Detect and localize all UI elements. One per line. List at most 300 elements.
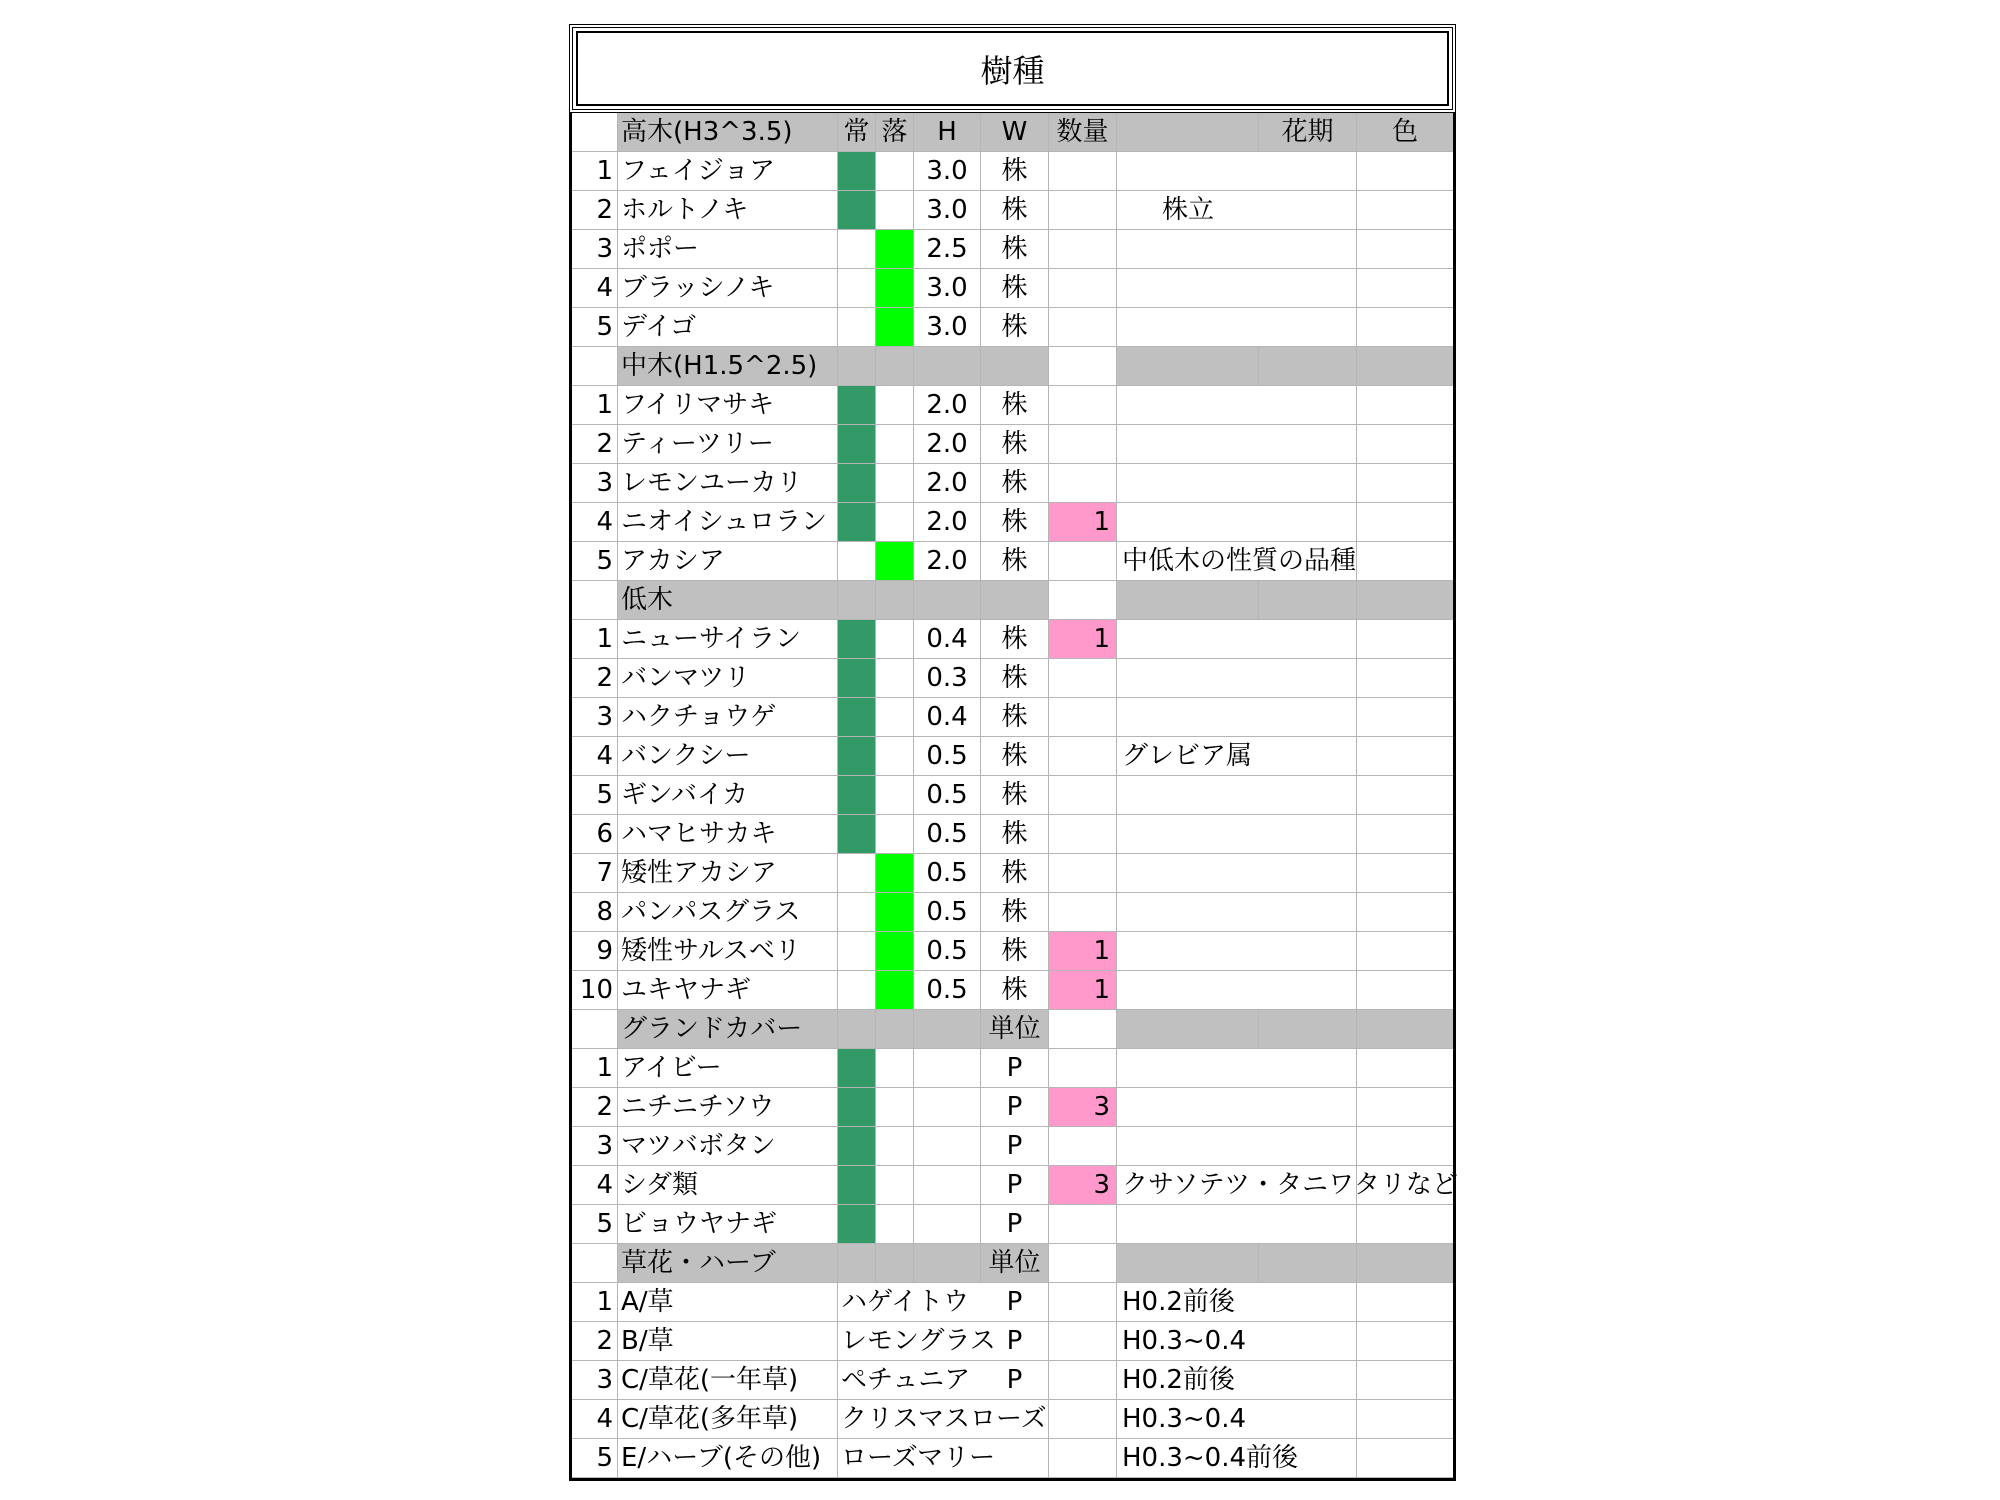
quantity-value xyxy=(1049,815,1117,853)
quantity-header xyxy=(1049,347,1117,385)
height-value xyxy=(914,1088,981,1126)
evergreen-marker xyxy=(838,1088,876,1126)
deciduous-marker xyxy=(876,815,914,853)
table-row xyxy=(572,230,1453,269)
plant-category: B/草 xyxy=(618,1322,838,1360)
color-header: 色 xyxy=(1357,113,1453,151)
evergreen-marker xyxy=(838,308,876,346)
flower-period xyxy=(1259,1361,1357,1399)
evergreen-marker xyxy=(838,932,876,970)
unit-value: 株 xyxy=(981,191,1049,229)
table-row xyxy=(572,893,1453,932)
note-text xyxy=(1117,1088,1259,1126)
unit-value: 株 xyxy=(981,386,1049,424)
height-value: 3.0 xyxy=(914,191,981,229)
quantity-value: 1 xyxy=(1049,620,1117,658)
color-value xyxy=(1357,1439,1453,1477)
section-label: 低木 xyxy=(618,581,838,619)
deciduous-marker xyxy=(876,1166,914,1204)
height-value: 0.5 xyxy=(914,932,981,970)
evergreen-marker xyxy=(838,659,876,697)
deciduous-marker xyxy=(876,698,914,736)
deciduous-marker xyxy=(876,1205,914,1243)
height-value: 2.0 xyxy=(914,464,981,502)
plant-name: ギンバイカ xyxy=(618,776,838,814)
quantity-value xyxy=(1049,1205,1117,1243)
flower-period xyxy=(1259,932,1357,970)
color-value xyxy=(1357,932,1453,970)
flower-period xyxy=(1259,815,1357,853)
height-value: 0.5 xyxy=(914,737,981,775)
table-row xyxy=(572,1322,1453,1361)
row-number: 2 xyxy=(572,1088,618,1126)
plant-name: デイゴ xyxy=(618,308,838,346)
unit-value: 株 xyxy=(981,698,1049,736)
color-value xyxy=(1357,152,1453,190)
evergreen-marker xyxy=(838,1205,876,1243)
deciduous-marker xyxy=(876,503,914,541)
plant-name: ビョウヤナギ xyxy=(618,1205,838,1243)
note-text: H0.2前後 xyxy=(1122,1365,1235,1395)
plant-name: ユキヤナギ xyxy=(618,971,838,1009)
quantity-value xyxy=(1049,737,1117,775)
height-header: H xyxy=(914,113,981,151)
unit-value: P xyxy=(981,1322,1049,1360)
unit-value: P xyxy=(981,1049,1049,1087)
unit-value: 株 xyxy=(981,776,1049,814)
deciduous-marker xyxy=(876,971,914,1009)
evergreen-marker xyxy=(838,386,876,424)
unit-value: 株 xyxy=(981,503,1049,541)
flower-period xyxy=(1259,464,1357,502)
note-text xyxy=(1117,1049,1259,1087)
plant-name: 矮性サルスベリ xyxy=(618,932,838,970)
flower-period-header xyxy=(1259,347,1357,385)
unit-value: P xyxy=(981,1088,1049,1126)
unit-value: 株 xyxy=(981,542,1049,580)
unit-value: 株 xyxy=(981,932,1049,970)
evergreen-marker xyxy=(838,425,876,463)
plant-list-sheet xyxy=(569,24,1456,1481)
deciduous-marker xyxy=(876,659,914,697)
height-value: 2.0 xyxy=(914,542,981,580)
flower-period xyxy=(1259,191,1357,229)
row-number: 4 xyxy=(572,1166,618,1204)
deciduous-marker xyxy=(876,620,914,658)
note-text xyxy=(1117,152,1259,190)
unit-value: 株 xyxy=(981,425,1049,463)
plant-name: ニチニチソウ xyxy=(618,1088,838,1126)
row-number: 5 xyxy=(572,1205,618,1243)
color-value xyxy=(1357,542,1453,580)
evergreen-marker xyxy=(838,269,876,307)
color-value xyxy=(1357,386,1453,424)
evergreen-marker xyxy=(838,815,876,853)
plant-name: ニオイシュロラン xyxy=(618,503,838,541)
flower-period xyxy=(1259,503,1357,541)
evergreen-marker xyxy=(838,1127,876,1165)
flower-period xyxy=(1259,308,1357,346)
color-value xyxy=(1357,269,1453,307)
row-number: 4 xyxy=(572,1400,618,1438)
row-number-cell xyxy=(572,1244,618,1282)
quantity-value: 1 xyxy=(1049,971,1117,1009)
evergreen-marker xyxy=(838,464,876,502)
flower-period xyxy=(1259,620,1357,658)
table-row xyxy=(572,1088,1453,1127)
color-value xyxy=(1357,1205,1453,1243)
height-value xyxy=(914,1166,981,1204)
flower-period xyxy=(1259,893,1357,931)
quantity-value xyxy=(1049,464,1117,502)
row-number: 1 xyxy=(572,620,618,658)
row-number: 5 xyxy=(572,1439,618,1477)
row-number: 1 xyxy=(572,1283,618,1321)
height-value xyxy=(914,1205,981,1243)
color-header xyxy=(1357,581,1453,619)
quantity-value xyxy=(1049,893,1117,931)
color-value xyxy=(1357,503,1453,541)
row-number: 5 xyxy=(572,308,618,346)
quantity-value xyxy=(1049,1361,1117,1399)
flower-period xyxy=(1259,854,1357,892)
plant-name: ポポー xyxy=(618,230,838,268)
note-text: H0.2前後 xyxy=(1122,1287,1235,1317)
flower-period xyxy=(1259,1166,1357,1204)
flower-period-header: 花期 xyxy=(1259,113,1357,151)
note-text xyxy=(1117,308,1259,346)
color-value xyxy=(1357,308,1453,346)
height-header xyxy=(914,581,981,619)
plant-name: ティーツリー xyxy=(618,425,838,463)
deciduous-marker xyxy=(876,893,914,931)
table-row xyxy=(572,1205,1453,1244)
unit-value: P xyxy=(981,1127,1049,1165)
plant-name: フェイジョア xyxy=(618,152,838,190)
deciduous-marker xyxy=(876,1088,914,1126)
color-value xyxy=(1357,191,1453,229)
evergreen-marker xyxy=(838,893,876,931)
color-value xyxy=(1357,893,1453,931)
height-value xyxy=(914,1127,981,1165)
color-value xyxy=(1357,971,1453,1009)
section-header-row xyxy=(572,1244,1453,1283)
note-text xyxy=(1117,854,1259,892)
flower-period xyxy=(1259,1127,1357,1165)
height-value: 2.0 xyxy=(914,503,981,541)
deciduous-marker xyxy=(876,308,914,346)
note-text xyxy=(1117,1127,1259,1165)
evergreen-marker xyxy=(838,698,876,736)
note-text xyxy=(1117,893,1259,931)
note-text xyxy=(1117,386,1259,424)
height-value: 0.5 xyxy=(914,854,981,892)
quantity-value: 3 xyxy=(1049,1166,1117,1204)
evergreen-marker xyxy=(838,503,876,541)
example-plant: クリスマスローズ xyxy=(841,1404,1047,1434)
row-number: 1 xyxy=(572,152,618,190)
flower-period xyxy=(1259,1049,1357,1087)
quantity-value xyxy=(1049,1127,1117,1165)
unit-value xyxy=(981,1400,1049,1438)
height-value: 0.4 xyxy=(914,620,981,658)
quantity-value xyxy=(1049,1283,1117,1321)
height-value: 0.5 xyxy=(914,815,981,853)
unit-value: 株 xyxy=(981,308,1049,346)
unit-value: 株 xyxy=(981,230,1049,268)
deciduous-marker xyxy=(876,269,914,307)
height-value: 2.0 xyxy=(914,425,981,463)
flower-period xyxy=(1259,1439,1357,1477)
evergreen-marker xyxy=(838,854,876,892)
color-value xyxy=(1357,854,1453,892)
table-row xyxy=(572,1049,1453,1088)
row-number: 9 xyxy=(572,932,618,970)
note-text xyxy=(1117,464,1259,502)
note-text xyxy=(1117,620,1259,658)
evergreen-marker xyxy=(838,1049,876,1087)
deciduous-header xyxy=(876,1244,914,1282)
evergreen-marker xyxy=(838,230,876,268)
height-header xyxy=(914,1010,981,1048)
unit-value: P xyxy=(981,1205,1049,1243)
row-number: 1 xyxy=(572,386,618,424)
color-value xyxy=(1357,1322,1453,1360)
flower-period xyxy=(1259,269,1357,307)
deciduous-header xyxy=(876,581,914,619)
deciduous-marker xyxy=(876,1049,914,1087)
color-value xyxy=(1357,464,1453,502)
color-value xyxy=(1357,737,1453,775)
evergreen-header: 常 xyxy=(838,113,876,151)
quantity-value xyxy=(1049,698,1117,736)
deciduous-marker xyxy=(876,776,914,814)
row-number: 8 xyxy=(572,893,618,931)
unit-header xyxy=(981,347,1049,385)
quantity-header xyxy=(1049,1244,1117,1282)
note-text: 株立 xyxy=(1161,195,1214,225)
note-text xyxy=(1117,971,1259,1009)
quantity-value xyxy=(1049,1439,1117,1477)
note-text xyxy=(1117,503,1259,541)
flower-period xyxy=(1259,152,1357,190)
note-text: グレビア属 xyxy=(1122,741,1253,771)
row-number: 7 xyxy=(572,854,618,892)
quantity-value xyxy=(1049,854,1117,892)
unit-value xyxy=(981,1439,1049,1477)
height-value: 0.5 xyxy=(914,893,981,931)
quantity-value xyxy=(1049,386,1117,424)
color-value xyxy=(1357,698,1453,736)
quantity-value xyxy=(1049,308,1117,346)
note-text xyxy=(1117,659,1259,697)
color-value xyxy=(1357,230,1453,268)
evergreen-header xyxy=(838,347,876,385)
width-header: W xyxy=(981,113,1049,151)
quantity-value xyxy=(1049,659,1117,697)
flower-period-header xyxy=(1259,581,1357,619)
height-value: 0.3 xyxy=(914,659,981,697)
plant-name: ニューサイラン xyxy=(618,620,838,658)
deciduous-marker xyxy=(876,932,914,970)
table-row xyxy=(572,815,1453,854)
quantity-value: 3 xyxy=(1049,1088,1117,1126)
section-label: 中木(H1.5^2.5) xyxy=(618,347,838,385)
plant-name: バンクシー xyxy=(618,737,838,775)
note-text: 中低木の性質の品種 xyxy=(1122,546,1357,576)
color-value xyxy=(1357,620,1453,658)
section-header-row xyxy=(572,1010,1453,1049)
row-number: 3 xyxy=(572,464,618,502)
evergreen-marker xyxy=(838,776,876,814)
unit-value: 株 xyxy=(981,854,1049,892)
flower-period xyxy=(1259,971,1357,1009)
plant-category: C/草花(一年草) xyxy=(618,1361,838,1399)
example-plant: ハゲイトウ xyxy=(841,1287,970,1317)
height-value: 0.4 xyxy=(914,698,981,736)
unit-value: P xyxy=(981,1361,1049,1399)
plant-name: パンパスグラス xyxy=(618,893,838,931)
plant-name: シダ類 xyxy=(618,1166,838,1204)
table-row xyxy=(572,152,1453,191)
color-value xyxy=(1357,1088,1453,1126)
plant-name: アイビー xyxy=(618,1049,838,1087)
color-header xyxy=(1357,1010,1453,1048)
note-header xyxy=(1117,581,1259,619)
unit-header: 単位 xyxy=(981,1244,1049,1282)
table-row xyxy=(572,269,1453,308)
section-header-row xyxy=(572,581,1453,620)
note-text xyxy=(1117,932,1259,970)
deciduous-marker xyxy=(876,1127,914,1165)
example-plant: ローズマリー xyxy=(841,1443,996,1473)
deciduous-marker xyxy=(876,152,914,190)
deciduous-marker xyxy=(876,386,914,424)
color-value xyxy=(1357,776,1453,814)
quantity-value: 1 xyxy=(1049,503,1117,541)
table-row xyxy=(572,1166,1458,1205)
color-value xyxy=(1357,1049,1453,1087)
table-row xyxy=(572,542,1453,581)
plant-name: ホルトノキ xyxy=(618,191,838,229)
quantity-value xyxy=(1049,1322,1117,1360)
row-number: 2 xyxy=(572,191,618,229)
flower-period xyxy=(1259,776,1357,814)
note-text xyxy=(1117,425,1259,463)
unit-value: 株 xyxy=(981,971,1049,1009)
plant-name: フイリマサキ xyxy=(618,386,838,424)
unit-value: 株 xyxy=(981,620,1049,658)
unit-value: P xyxy=(981,1166,1049,1204)
unit-value: 株 xyxy=(981,893,1049,931)
quantity-value xyxy=(1049,776,1117,814)
evergreen-header xyxy=(838,1010,876,1048)
quantity-value: 1 xyxy=(1049,932,1117,970)
deciduous-marker xyxy=(876,737,914,775)
plant-name: ブラッシノキ xyxy=(618,269,838,307)
flower-period xyxy=(1259,386,1357,424)
table-row xyxy=(572,932,1453,971)
note-text: クサソテツ・タニワタリなど xyxy=(1122,1170,1458,1200)
color-value xyxy=(1357,815,1453,853)
section-label: 草花・ハーブ xyxy=(618,1244,838,1282)
example-plant: ペチュニア xyxy=(841,1365,971,1395)
quantity-value xyxy=(1049,1400,1117,1438)
deciduous-header xyxy=(876,1010,914,1048)
flower-period xyxy=(1259,698,1357,736)
deciduous-marker xyxy=(876,425,914,463)
evergreen-marker xyxy=(838,542,876,580)
note-text xyxy=(1117,815,1259,853)
deciduous-marker xyxy=(876,230,914,268)
evergreen-marker xyxy=(838,152,876,190)
flower-period xyxy=(1259,1400,1357,1438)
note-header xyxy=(1117,1010,1259,1048)
table-row xyxy=(572,620,1453,659)
page-title: 樹種 xyxy=(980,51,1045,90)
quantity-value xyxy=(1049,152,1117,190)
deciduous-marker xyxy=(876,191,914,229)
row-number: 2 xyxy=(572,659,618,697)
evergreen-marker xyxy=(838,620,876,658)
section-header-row xyxy=(572,113,1453,152)
title-box xyxy=(569,24,1456,113)
evergreen-marker xyxy=(838,191,876,229)
plant-name: ハマヒサカキ xyxy=(618,815,838,853)
plant-name: マツバボタン xyxy=(618,1127,838,1165)
table-row xyxy=(572,464,1453,503)
unit-value: 株 xyxy=(981,815,1049,853)
flower-period xyxy=(1259,1322,1357,1360)
table-row xyxy=(572,1361,1453,1400)
row-number-cell xyxy=(572,113,618,151)
table-row xyxy=(572,971,1453,1010)
row-number: 4 xyxy=(572,503,618,541)
table-row xyxy=(572,425,1453,464)
plant-name: 矮性アカシア xyxy=(618,854,838,892)
row-number: 2 xyxy=(572,1322,618,1360)
table-row xyxy=(572,854,1453,893)
flower-period xyxy=(1259,1283,1357,1321)
table-row xyxy=(572,1127,1453,1166)
table-row xyxy=(572,191,1453,230)
quantity-header: 数量 xyxy=(1049,113,1117,151)
title-frame xyxy=(576,31,1449,106)
height-value: 2.0 xyxy=(914,386,981,424)
height-value xyxy=(914,1049,981,1087)
unit-value: 株 xyxy=(981,152,1049,190)
plant-category: E/ハーブ(その他) xyxy=(618,1439,838,1477)
row-number: 5 xyxy=(572,542,618,580)
color-value xyxy=(1357,1400,1453,1438)
unit-value: P xyxy=(981,1283,1049,1321)
row-number: 4 xyxy=(572,269,618,307)
table-row xyxy=(572,1283,1453,1322)
color-value xyxy=(1357,425,1453,463)
table-row xyxy=(572,503,1453,542)
plant-table xyxy=(569,113,1456,1481)
row-number: 3 xyxy=(572,1127,618,1165)
note-header xyxy=(1117,1244,1259,1282)
plant-name: バンマツリ xyxy=(618,659,838,697)
row-number-cell xyxy=(572,581,618,619)
color-value xyxy=(1357,1361,1453,1399)
deciduous-marker xyxy=(876,854,914,892)
flower-period xyxy=(1259,1088,1357,1126)
plant-name: アカシア xyxy=(618,542,838,580)
height-value: 3.0 xyxy=(914,152,981,190)
flower-period xyxy=(1259,659,1357,697)
